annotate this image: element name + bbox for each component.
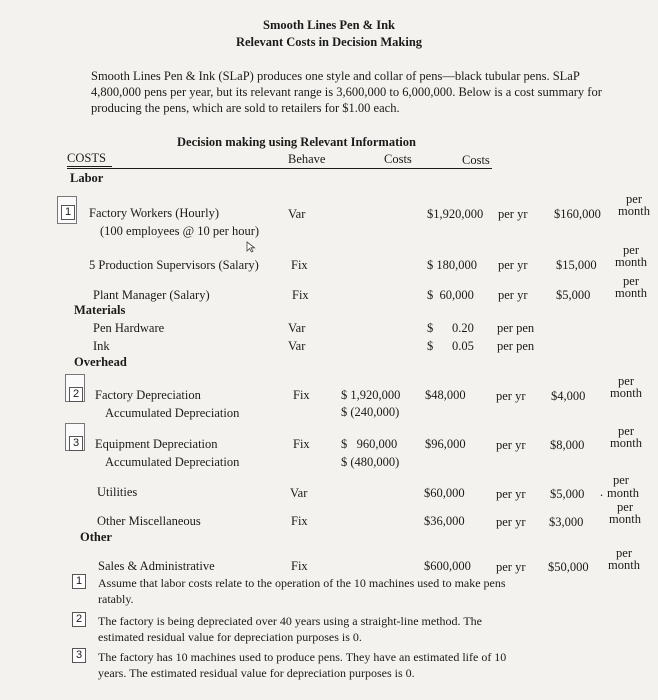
utilities-per-month: month (607, 486, 639, 500)
factory-dep-cost: $ 1,920,000 (341, 388, 401, 402)
table-title: Decision making using Relevant Information (177, 135, 416, 149)
equipment-dep-monthly: $8,000 (550, 438, 585, 452)
factory-dep-per: per yr (496, 389, 526, 403)
other-misc-label: Other Miscellaneous (97, 514, 201, 528)
other-misc-per: per yr (496, 515, 526, 529)
utilities-per: per yr (496, 487, 526, 501)
factory-workers-sub: (100 employees @ 10 per hour) (100, 224, 260, 238)
plant-manager-per-month: per month (615, 274, 647, 300)
ink-behave: Var (288, 339, 306, 353)
section-labor: Labor (70, 171, 104, 185)
section-overhead: Overhead (74, 355, 127, 369)
factory-dep-accum: $ (240,000) (341, 405, 400, 419)
mouse-pointer-icon (246, 241, 256, 253)
equipment-dep-sub: Accumulated Depreciation (105, 455, 240, 469)
plant-manager-annual: $ 60,000 (427, 288, 474, 302)
section-materials: Materials (74, 303, 126, 317)
ink-label: Ink (93, 339, 110, 353)
sales-admin-per: per yr (496, 560, 526, 574)
factory-dep-monthly: $4,000 (551, 389, 586, 403)
utilities-annual: $60,000 (424, 486, 465, 500)
equipment-dep-behave: Fix (293, 437, 310, 451)
sales-admin-annual: $600,000 (424, 559, 471, 573)
pen-hardware-per: per pen (497, 321, 535, 335)
section-other: Other (80, 530, 112, 544)
equipment-dep-cost: $ 960,000 (341, 437, 398, 451)
supervisors-per: per yr (498, 258, 528, 272)
equipment-dep-per-month: per month (610, 424, 642, 450)
sales-admin-per-month: per month (608, 546, 640, 572)
equipment-dep-per: per yr (496, 438, 526, 452)
factory-workers-behave: Var (288, 207, 306, 221)
note-2-text: The factory is being depreciated over 40 years using a straight-line method. The estimated residual value for depreciation purposes is 0. (98, 614, 482, 644)
other-misc-annual: $36,000 (424, 514, 465, 528)
equipment-dep-accum: $ (480,000) (341, 455, 400, 469)
utilities-label: Utilities (97, 485, 138, 499)
header-costs-2: Costs (384, 152, 412, 166)
utilities-behave: Var (290, 486, 308, 500)
note-ref-3: 3 (69, 436, 83, 451)
supervisors-per-month: per month (615, 243, 647, 269)
plant-manager-monthly: $5,000 (556, 288, 591, 302)
header-costs-3: Costs (462, 153, 490, 167)
equipment-dep-label: Equipment Depreciation (95, 437, 218, 451)
factory-dep-behave: Fix (293, 388, 310, 402)
plant-manager-per: per yr (498, 288, 528, 302)
note-num-3: 3 (72, 648, 86, 663)
other-misc-monthly: $3,000 (549, 515, 584, 529)
factory-dep-sub: Accumulated Depreciation (105, 406, 240, 420)
utilities-per-top: per (613, 473, 629, 487)
supervisors-monthly: $15,000 (556, 258, 597, 272)
plant-manager-behave: Fix (292, 288, 309, 302)
page-title: Smooth Lines Pen & Ink (263, 18, 395, 32)
note-ref-1: 1 (61, 205, 75, 220)
header-rule (67, 168, 492, 169)
plant-manager-label: Plant Manager (Salary) (93, 288, 210, 302)
note-ref-2: 2 (69, 387, 83, 402)
pen-hardware-label: Pen Hardware (93, 321, 165, 335)
equipment-dep-annual: $96,000 (425, 437, 466, 451)
other-misc-behave: Fix (291, 514, 308, 528)
ink-per: per pen (497, 339, 535, 353)
supervisors-label: 5 Production Supervisors (Salary) (89, 258, 259, 272)
utilities-monthly: $5,000 (550, 487, 585, 501)
ink-amount: 0.05 (452, 339, 474, 353)
sales-admin-label: Sales & Administrative (98, 559, 215, 573)
factory-dep-label: Factory Depreciation (95, 388, 201, 402)
factory-dep-per-month: per month (610, 374, 642, 400)
factory-workers-annual: $1,920,000 (427, 207, 484, 221)
page-subtitle: Relevant Costs in Decision Making (235, 35, 423, 49)
factory-workers-per: per yr (498, 207, 528, 221)
note-num-1: 1 (72, 574, 86, 589)
pen-hardware-dollar: $ (427, 321, 434, 335)
factory-workers-per-month: per month (618, 192, 650, 218)
factory-workers-monthly: $160,000 (554, 207, 601, 221)
sales-admin-monthly: $50,000 (548, 560, 589, 574)
header-costs: COSTS (67, 151, 112, 167)
factory-workers-label: Factory Workers (Hourly) (89, 206, 219, 220)
pen-hardware-behave: Var (288, 321, 306, 335)
note-3-text: The factory has 10 machines used to produce pens. They have an estimated life of 10 years. The estimated residual value for depreciation purposes is 0. (98, 650, 507, 680)
sales-admin-behave: Fix (291, 559, 308, 573)
pen-hardware-amount: 0.20 (452, 321, 474, 335)
header-behave: Behave (288, 152, 326, 166)
factory-dep-annual: $48,000 (425, 388, 466, 402)
other-misc-per-month: per month (609, 500, 641, 526)
supervisors-annual: $ 180,000 (427, 258, 477, 272)
note-1-text: Assume that labor costs relate to the operation of the 10 machines used to make pens ratably. (98, 576, 506, 606)
utilities-dash: . (600, 485, 604, 499)
ink-dollar: $ (427, 339, 434, 353)
note-num-2: 2 (72, 612, 86, 627)
intro-paragraph: Smooth Lines Pen & Ink (SLaP) produces one style and collar of pens—black tubular pens. SLaP 4,800,000 pens per year, but its relevant range is 3,600,000 to 6,000,000. Below is a cost summary for producing the pens, which are sold to retailers for $1.00 each. (91, 69, 602, 115)
supervisors-behave: Fix (291, 258, 308, 272)
